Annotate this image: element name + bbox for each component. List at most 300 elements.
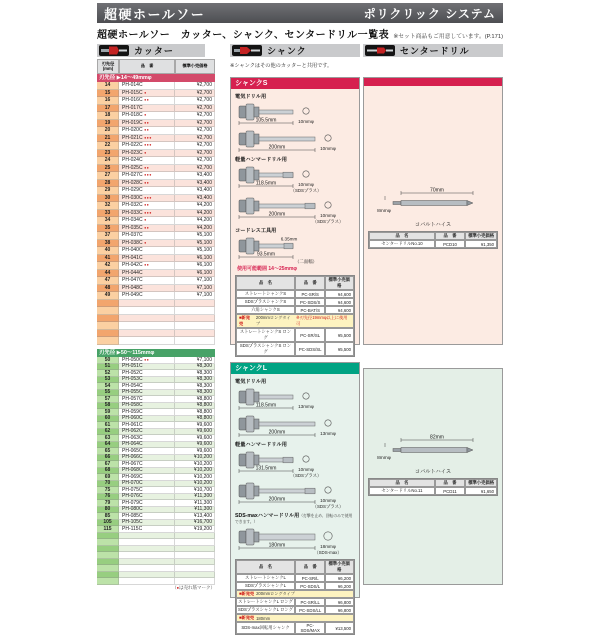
spec-col-header: 品 名 <box>236 276 295 290</box>
diameter-cell: 35 <box>97 225 119 233</box>
spec-table-header <box>369 479 497 487</box>
svg-text:180mm: 180mm <box>268 542 286 549</box>
cutter-col-header: 刃先径(mm) <box>97 59 119 74</box>
part-number-cell <box>119 247 175 255</box>
spec-table <box>235 275 355 357</box>
shank-drawing <box>237 101 355 127</box>
part-number-cell <box>119 262 175 270</box>
part-number: PH-025C <box>122 164 143 171</box>
diameter-cell: 67 <box>97 461 119 468</box>
price-cell: ¥2,700 <box>175 127 215 135</box>
table-row <box>97 202 215 210</box>
spec-price: ¥4,600 <box>325 290 354 298</box>
spec-price: ¥6,800 <box>325 606 354 614</box>
diameter-cell: 42 <box>97 262 119 270</box>
section-header-centerdrill <box>363 44 503 57</box>
diameter-cell: 55 <box>97 390 119 397</box>
price-cell: ¥10,200 <box>175 474 215 481</box>
diameter-cell: 85 <box>97 513 119 520</box>
price-cell: ¥3,400 <box>175 187 215 195</box>
svg-text:（SDS-max）: （SDS-max） <box>314 550 342 555</box>
svg-text:200mm: 200mm <box>268 144 286 151</box>
shank-drawing <box>237 164 355 194</box>
table-row <box>97 165 215 173</box>
spec-col-header: 品 番 <box>435 232 465 240</box>
price-cell: ¥9,600 <box>175 448 215 455</box>
shank-s-panel <box>230 77 360 354</box>
diameter-cell: 14 <box>97 82 119 90</box>
spec-row <box>236 622 354 634</box>
part-number: PH-034C <box>122 217 143 224</box>
table-row <box>97 217 215 225</box>
usage-note: ※刃先径19mmφ以上に使用可 <box>296 315 348 326</box>
bestseller-dots: ●●● <box>144 143 152 148</box>
set-product-note: ※セット商品もご用意しています。(P.171) <box>393 34 503 40</box>
table-row-empty <box>97 307 215 315</box>
table-row <box>97 247 215 255</box>
diameter-cell: 63 <box>97 435 119 442</box>
table-row-empty <box>97 330 215 338</box>
spec-code: PC-BAT/S <box>295 306 326 314</box>
price-cell: ¥8,300 <box>175 370 215 377</box>
price-cell: ¥2,700 <box>175 157 215 165</box>
spec-row <box>236 574 354 582</box>
svg-text:10mmφ: 10mmφ <box>298 119 314 124</box>
price-cell: ¥4,200 <box>175 202 215 210</box>
diameter-cell: 76 <box>97 494 119 501</box>
spec-row <box>236 342 354 356</box>
price-cell: ¥8,300 <box>175 383 215 390</box>
diameter-cell <box>97 330 119 338</box>
table-row <box>97 157 215 165</box>
part-number-cell <box>119 300 175 308</box>
spec-name: 六角シャンクS <box>236 306 295 314</box>
diameter-range-band: 刃先径 ▶50〜115mmφ <box>97 349 215 357</box>
spec-code: PC-SDS/S <box>295 298 326 306</box>
diameter-cell: 115 <box>97 526 119 533</box>
svg-text:18mmφ: 18mmφ <box>320 544 336 549</box>
part-number: PH-022C <box>122 142 143 149</box>
price-cell: ¥9,600 <box>175 435 215 442</box>
svg-text:82mm: 82mm <box>430 434 444 441</box>
svg-text:118.5mm: 118.5mm <box>255 402 277 409</box>
diameter-cell: 33 <box>97 210 119 218</box>
spec-col-header: 品 名 <box>369 232 435 240</box>
svg-text:（二面幅）: （二面幅） <box>295 259 317 264</box>
price-cell: ¥4,200 <box>175 225 215 233</box>
spec-price: ¥5,500 <box>325 328 354 342</box>
shank-icon <box>232 45 262 56</box>
bestseller-dots: ●● <box>144 225 150 230</box>
diameter-cell: 70 <box>97 481 119 488</box>
diameter-cell: 32 <box>97 202 119 210</box>
diameter-cell: 17 <box>97 105 119 113</box>
spec-price: ¥6,800 <box>325 598 354 606</box>
bestseller-dots: ●● <box>144 357 150 362</box>
spec-row <box>369 487 497 495</box>
svg-text:200mm: 200mm <box>268 496 286 503</box>
centerdrill-no10-panel <box>363 77 503 345</box>
diameter-cell: 51 <box>97 364 119 371</box>
table-row <box>97 105 215 113</box>
bestseller-dots: ● <box>144 90 147 95</box>
part-number: PH-021C <box>122 134 143 141</box>
material-label: コバルトハイス <box>414 469 452 475</box>
diameter-cell: 62 <box>97 429 119 436</box>
diameter-cell: 34 <box>97 217 119 225</box>
centerdrill-no10-body <box>364 86 502 249</box>
part-number: PH-115C <box>122 525 143 532</box>
spec-name: SDSプラスシャンクL ロング <box>236 606 295 614</box>
part-number: PH-020C <box>122 127 143 134</box>
part-number-cell <box>119 270 175 278</box>
new-release-notice <box>236 614 354 622</box>
spec-price: ¥6,200 <box>325 582 354 590</box>
bestseller-dots: ●● <box>144 263 150 268</box>
diameter-cell: 69 <box>97 474 119 481</box>
part-number: PH-064C <box>122 441 143 448</box>
price-cell: ¥6,100 <box>175 255 215 263</box>
spec-name: SDSプラスシャンクL <box>236 582 295 590</box>
part-number: PH-028C <box>122 179 143 186</box>
part-number-cell <box>119 172 175 180</box>
spec-price: ¥13,500 <box>325 622 354 634</box>
diameter-cell: 30 <box>97 195 119 203</box>
page-subtitle: 超硬ホールソー カッター、シャンク、センタードリル一覧表 <box>97 30 390 41</box>
svg-text:（SDSプラス）: （SDSプラス） <box>312 219 344 224</box>
diameter-cell: 41 <box>97 255 119 263</box>
cutter-icon <box>99 45 129 56</box>
part-number: PH-047C <box>122 277 143 284</box>
part-number: PH-037C <box>122 232 143 239</box>
table-row-empty <box>97 315 215 323</box>
price-cell: ¥10,200 <box>175 455 215 462</box>
table-row <box>97 142 215 150</box>
page-title: 超硬ホールソー <box>104 6 206 22</box>
part-number: PH-062C <box>122 428 143 435</box>
spec-row <box>236 298 354 306</box>
diameter-cell: 66 <box>97 455 119 462</box>
part-number: PH-076C <box>122 493 143 500</box>
part-number: PH-051C <box>122 363 143 370</box>
part-number: PH-085C <box>122 512 143 519</box>
centerdrill-no11-body <box>364 369 502 496</box>
part-number-cell <box>119 202 175 210</box>
centerdrill-no10-panel-bar <box>364 78 502 86</box>
diameter-cell: 68 <box>97 468 119 475</box>
table-row <box>97 232 215 240</box>
price-cell: ¥10,200 <box>175 468 215 475</box>
bestseller-dots: ●● <box>144 165 150 170</box>
table-row <box>97 120 215 128</box>
section-label-cutter: カッター <box>134 46 174 56</box>
diameter-cell: 18 <box>97 112 119 120</box>
table-row <box>97 270 215 278</box>
part-number: PH-063C <box>122 434 143 441</box>
tool-type-label: SDS-maxハンマードリル用（打撃を止め、回転のみで使用できます。） <box>235 513 353 524</box>
spec-row <box>236 290 354 298</box>
bestseller-dots: ● <box>144 218 147 223</box>
diameter-cell: 15 <box>97 90 119 98</box>
part-number: PH-018C <box>122 112 143 119</box>
svg-text:6.35mm: 6.35mm <box>280 236 298 242</box>
diameter-cell <box>97 578 119 585</box>
price-cell: ¥6,100 <box>175 270 215 278</box>
svg-text:105.5mm: 105.5mm <box>255 117 277 124</box>
spec-table <box>368 231 498 249</box>
part-number: PH-058C <box>122 402 143 409</box>
bestseller-dots: ● <box>144 113 147 118</box>
tool-type-label: 軽量ハンマードリル用 <box>235 442 287 448</box>
price-cell: ¥2,700 <box>175 90 215 98</box>
diameter-cell: 58 <box>97 403 119 410</box>
part-number-cell <box>119 127 175 135</box>
spec-code: PC-SR/S <box>295 290 326 298</box>
price-cell: ¥6,100 <box>175 262 215 270</box>
part-number: PH-067C <box>122 460 143 467</box>
table-row <box>97 187 215 195</box>
part-number-cell <box>119 307 175 315</box>
part-number: PH-070C <box>122 480 143 487</box>
spec-name: ストレートシャンクS ロング <box>236 328 295 342</box>
spec-col-header: 品 番 <box>295 276 326 290</box>
part-number: PH-023C <box>122 149 143 156</box>
part-number-cell <box>119 165 175 173</box>
part-number-cell <box>119 292 175 300</box>
price-cell: ¥11,300 <box>175 500 215 507</box>
table-row <box>97 262 215 270</box>
svg-text:10mmφ: 10mmφ <box>298 182 314 187</box>
part-number: PH-033C <box>122 209 143 216</box>
diameter-cell <box>97 307 119 315</box>
cutter-table-header <box>97 59 215 74</box>
spec-name: ストレートシャンクL <box>236 574 295 582</box>
spec-code: PCD11 <box>435 487 465 495</box>
price-cell <box>175 322 215 330</box>
price-cell <box>175 307 215 315</box>
spec-price: ¥5,500 <box>325 342 354 356</box>
diameter-cell: 49 <box>97 292 119 300</box>
svg-text:8mmφ: 8mmφ <box>377 209 391 214</box>
price-cell <box>175 337 215 345</box>
svg-text:13mmφ: 13mmφ <box>320 431 336 436</box>
svg-text:8mmφ: 8mmφ <box>377 456 391 461</box>
svg-text:（SDSプラス）: （SDSプラス） <box>312 504 344 509</box>
bestseller-dots: ● <box>144 150 147 155</box>
part-number: PH-061C <box>122 421 143 428</box>
part-number-cell <box>119 225 175 233</box>
spec-name: センタードリルNo.11 <box>369 487 435 495</box>
diameter-cell: 21 <box>97 135 119 143</box>
price-cell: ¥2,700 <box>175 105 215 113</box>
part-number-cell <box>119 195 175 203</box>
shank-l-panel <box>230 362 360 633</box>
spec-price: ¥1,350 <box>465 240 497 248</box>
price-cell: ¥3,400 <box>175 172 215 180</box>
diameter-cell: 20 <box>97 127 119 135</box>
spec-col-header: 品 名 <box>369 479 435 487</box>
diameter-cell: 28 <box>97 180 119 188</box>
spec-code: PC-SR/L <box>295 574 326 582</box>
tool-type-label: 軽量ハンマードリル用 <box>235 157 287 163</box>
diameter-cell: 53 <box>97 377 119 384</box>
diameter-cell: 24 <box>97 157 119 165</box>
spec-col-header: 標準小売価格 <box>325 560 354 574</box>
spec-name: センタードリルNo.10 <box>369 240 435 248</box>
spec-price: ¥1,650 <box>465 487 497 495</box>
part-number: PH-065C <box>122 447 143 454</box>
price-cell: ¥4,200 <box>175 210 215 218</box>
shank-drawing <box>237 480 355 510</box>
spec-table-header <box>236 560 354 574</box>
table-row <box>97 82 215 90</box>
part-number: PH-080C <box>122 506 143 513</box>
shank-drawing <box>237 449 355 479</box>
page-header-bar <box>97 3 503 23</box>
price-cell: ¥7,100 <box>175 292 215 300</box>
spec-col-header: 品 番 <box>295 560 326 574</box>
part-number: PH-066C <box>122 454 143 461</box>
part-number: PH-035C <box>122 224 143 231</box>
table-row <box>97 150 215 158</box>
diameter-cell: 54 <box>97 383 119 390</box>
part-number-cell <box>119 120 175 128</box>
part-number: PH-038C <box>122 239 143 246</box>
cutter-col-header: 品 番 <box>119 59 175 74</box>
shank-l-panel-title: シャンクL <box>231 363 359 374</box>
price-cell: ¥8,800 <box>175 396 215 403</box>
material-label: コバルトハイス <box>414 222 452 228</box>
price-cell: ¥3,400 <box>175 180 215 188</box>
spec-code: PC-SDS/LL <box>295 606 326 614</box>
price-cell <box>175 315 215 323</box>
spec-name: SDSプラスシャンクS ロング <box>236 342 295 356</box>
spec-name: SDS-max回転用シャンク <box>236 622 295 634</box>
centerdrill-icon <box>365 45 395 56</box>
part-number: PH-079C <box>122 499 143 506</box>
spec-row <box>236 328 354 342</box>
table-row <box>97 97 215 105</box>
shank-drawing <box>237 128 355 154</box>
table-row-empty <box>97 300 215 308</box>
price-cell: ¥10,700 <box>175 487 215 494</box>
cutter-table-50-115 <box>97 349 215 585</box>
shank-l-panel-body <box>231 374 359 635</box>
diameter-cell: 59 <box>97 409 119 416</box>
price-cell: ¥16,700 <box>175 520 215 527</box>
price-cell: ¥8,800 <box>175 403 215 410</box>
price-cell: ¥2,700 <box>175 165 215 173</box>
spec-row <box>236 606 354 614</box>
bestseller-dots: ●●● <box>144 135 152 140</box>
subtitle-row <box>97 26 503 41</box>
part-number: PH-060C <box>122 415 143 422</box>
price-cell: ¥9,600 <box>175 429 215 436</box>
spec-col-header: 標準小売価格 <box>465 232 497 240</box>
price-cell: ¥7,100 <box>175 277 215 285</box>
part-number-cell <box>119 337 175 345</box>
spec-table <box>368 478 498 496</box>
part-number-cell <box>119 142 175 150</box>
new-release-mark: ■新発売 <box>239 615 255 620</box>
price-cell <box>175 300 215 308</box>
part-number: PH-044C <box>122 269 143 276</box>
bestseller-dots: ●●● <box>144 210 152 215</box>
part-number: PH-075C <box>122 486 143 493</box>
price-cell: ¥3,400 <box>175 195 215 203</box>
spec-row <box>236 306 354 314</box>
bestseller-dots: ●● <box>144 120 150 125</box>
price-cell: ¥2,700 <box>175 82 215 90</box>
part-number: PH-055C <box>122 389 143 396</box>
part-number-cell <box>119 315 175 323</box>
spec-name: ストレートシャンクL ロング <box>236 598 295 606</box>
system-title: ポリクリック システム <box>363 6 496 21</box>
spec-table-header <box>236 276 354 290</box>
price-cell: ¥5,100 <box>175 232 215 240</box>
bestseller-dots: ●●● <box>144 195 152 200</box>
diameter-cell: 22 <box>97 142 119 150</box>
diameter-cell: 38 <box>97 240 119 248</box>
shank-shared-note: ※シャンクはその他のカッターと共用です。 <box>230 63 333 69</box>
spec-price: ¥4,600 <box>325 298 354 306</box>
price-cell: ¥13,400 <box>175 513 215 520</box>
svg-text:10mmφ: 10mmφ <box>320 213 336 218</box>
price-cell <box>175 578 215 585</box>
part-number-cell <box>119 217 175 225</box>
price-cell: ¥7,100 <box>175 357 215 364</box>
price-cell: ¥4,200 <box>175 217 215 225</box>
new-release-notice <box>236 314 354 328</box>
diameter-cell: 23 <box>97 150 119 158</box>
part-number-cell <box>119 150 175 158</box>
diameter-cell: 105 <box>97 520 119 527</box>
part-number-cell <box>119 285 175 293</box>
diameter-cell: 52 <box>97 370 119 377</box>
diameter-cell: 48 <box>97 285 119 293</box>
diameter-cell: 61 <box>97 422 119 429</box>
part-number: PH-040C <box>122 247 143 254</box>
part-number: PH-029C <box>122 187 143 194</box>
table-row <box>97 90 215 98</box>
part-number-cell <box>119 187 175 195</box>
part-number-cell <box>119 97 175 105</box>
shank-drawing <box>237 235 355 265</box>
svg-text:93.5mm: 93.5mm <box>256 251 276 258</box>
spec-name: SDSプラスシャンクS <box>236 298 295 306</box>
new-release-mark: ■新発売 <box>239 315 250 326</box>
part-number-cell <box>119 232 175 240</box>
part-number: PH-042C <box>122 262 143 269</box>
price-cell: ¥19,200 <box>175 526 215 533</box>
table-row <box>97 285 215 293</box>
shank-s-panel-body <box>231 89 359 357</box>
spec-code: PC-SDS/MAX <box>295 622 326 634</box>
price-cell: ¥9,600 <box>175 422 215 429</box>
table-row-empty <box>97 337 215 345</box>
diameter-cell: 50 <box>97 357 119 364</box>
spec-code: PC-SDS/SL <box>295 342 326 356</box>
table-row <box>97 135 215 143</box>
new-release-text: 200mmロングタイプ <box>255 315 291 326</box>
part-number: PH-032C <box>122 202 143 209</box>
part-number: PH-017C <box>122 104 143 111</box>
part-number: PH-048C <box>122 284 143 291</box>
diameter-cell: 19 <box>97 120 119 128</box>
section-label-centerdrill: センタードリル <box>400 46 470 56</box>
part-number-cell <box>119 135 175 143</box>
shank-drawing <box>237 526 355 556</box>
